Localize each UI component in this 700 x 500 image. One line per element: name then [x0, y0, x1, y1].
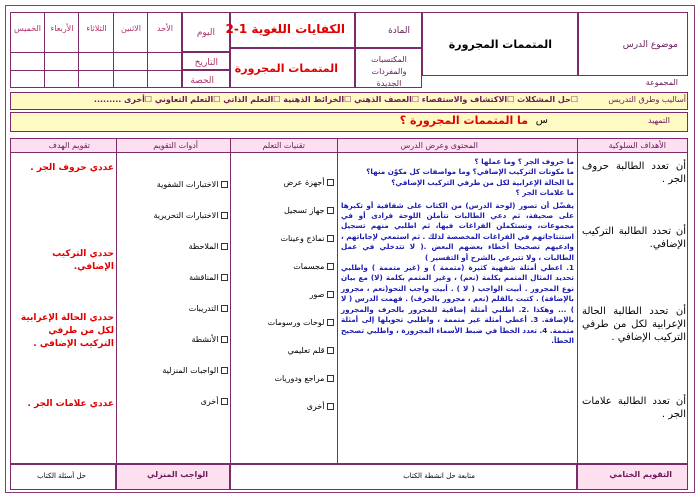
objective-1: أن تعدد الطالبة حروف الجر . [582, 161, 686, 185]
days-grid-lines [10, 12, 182, 88]
technique-label: أجهزة عرض [283, 178, 325, 187]
checkbox-icon[interactable] [327, 375, 334, 382]
checkbox-icon[interactable] [221, 274, 228, 281]
vocab-label: المكتسبات والمفردات الجديدة [371, 55, 407, 88]
homework-label: الواجب المنزلي [147, 470, 208, 479]
col-divider [337, 139, 338, 463]
intro-question: ما المتممات المجرورة ؟ [399, 114, 528, 127]
tool-label: الاختبارات الشفوية [156, 180, 219, 189]
day-label: اليوم [196, 28, 215, 38]
tool-item [120, 304, 228, 335]
content-question: ما حروف الجر ؟ وما عملها ؟ [474, 157, 574, 166]
content-block [341, 157, 574, 346]
topic-label: موضوع الدرس [622, 40, 678, 50]
content-question: ما الحالة الإعرابية لكل من طرفي التركيب الإضافي؟ [391, 177, 574, 187]
technique-label: صور [309, 290, 325, 299]
content-question: ما علامات الجر ؟ [515, 188, 574, 198]
content-body: يفضّل أن تصور (لوحة الدرس) من الكتاب على شفافية أو تكبرها على صحيفة، ثم دعي الطالبات تتأملن اللوحة فرادى أو في مجموعات، وتستكملن الفراغات فيها، ثم اطلبي منهم تسجيل استنتاجاتهم في الفراغات المخصصة لذلك . ثم استمعي لإجاباتهم ، وادعيهم تصحيحا أخطاء بعضهم البعض .( لا تتدخلي في عمل الطالبات ، ولا تتبرعي بالشرح أو التفسير ) [341, 200, 574, 262]
assessment-3: حددي الحالة الإعرابية لكل من طرفي التركيب الإضافي . [20, 313, 114, 349]
col-techniques: تقنيات التعلم [262, 141, 305, 150]
period-label: الحصة [190, 76, 214, 86]
topic-value: المتممات المجرورة [448, 38, 552, 51]
methods-label: أساليب وطرق التدريس [608, 95, 686, 104]
assessment-4: عددي علامات الجر . [27, 399, 114, 409]
tool-label: الاختبارات التحريرية [153, 211, 219, 220]
period-cell [182, 70, 230, 88]
checkbox-icon[interactable] [221, 181, 228, 188]
closing-label: التقويم الختامي [609, 470, 672, 479]
col-divider [116, 139, 117, 463]
checkbox-icon[interactable] [221, 212, 228, 219]
tool-item [120, 180, 228, 211]
checkbox-icon[interactable] [327, 291, 334, 298]
techniques-list [236, 178, 334, 430]
technique-label: لوحات ورسومات [267, 318, 325, 327]
technique-item [236, 206, 334, 234]
col-content: المحتوى وعرض الدرس [400, 141, 478, 150]
technique-item [236, 262, 334, 290]
technique-label: جهاز تسجيل [283, 206, 325, 215]
technique-item [236, 234, 334, 262]
competency-title: الكفايات اللغوية 1-2 [225, 22, 345, 36]
checkbox-icon[interactable] [221, 243, 228, 250]
tool-item [120, 335, 228, 366]
date-cell [182, 52, 230, 70]
col-assessment: تقويم الهدف [48, 141, 90, 150]
subject-label: المادة [388, 26, 410, 36]
methods-text: ☐حل المشكلات ☐الاكتشاف والاستقصاء ☐العصف الذهني ☐الخرائط الذهنية ☐التعلم الذاتي ☐التعلم التعاوني ☐أخرى ......... [93, 95, 578, 104]
checkbox-icon[interactable] [327, 319, 334, 326]
checkbox-icon[interactable] [221, 336, 228, 343]
technique-label: مجسمات [293, 262, 325, 271]
checkbox-icon[interactable] [221, 367, 228, 374]
tool-item [120, 366, 228, 397]
columns-header [11, 139, 687, 153]
lesson-title: المتممات المجرورة [234, 62, 338, 75]
group-label: المجموعة [645, 78, 678, 87]
technique-item [236, 178, 334, 206]
closing-value: متابعة حل انشطة الكتاب [403, 472, 475, 480]
technique-item [236, 346, 334, 374]
technique-label: قلم تعليمي [287, 346, 325, 355]
col-objectives: الأهداف السلوكية [608, 141, 666, 150]
checkbox-icon[interactable] [327, 207, 334, 214]
checkbox-icon[interactable] [327, 347, 334, 354]
tool-item [120, 397, 228, 428]
date-label: التاريخ [194, 58, 218, 68]
technique-label: مراجع ودوريات [274, 374, 325, 383]
tool-item [120, 273, 228, 304]
col-tools: أدوات التقويم [153, 141, 198, 150]
technique-item [236, 290, 334, 318]
checkbox-icon[interactable] [327, 179, 334, 186]
tool-label: الأنشطة [191, 335, 219, 344]
technique-label: أخرى [306, 402, 325, 411]
tool-label: أخرى [200, 397, 219, 406]
intro-s: س [535, 115, 548, 126]
intro-label: التمهيد [648, 116, 670, 125]
checkbox-icon[interactable] [221, 305, 228, 312]
tool-label: المناقشة [189, 273, 219, 282]
objective-3: أن تحدد الطالبة الحالة الإعرابية لكل من طرفي التركيب الإضافي . [582, 306, 686, 343]
checkbox-icon[interactable] [327, 403, 334, 410]
col-divider [230, 139, 231, 463]
tool-label: الملاحظة [188, 242, 219, 251]
technique-label: نماذج وعينات [280, 234, 325, 243]
technique-item [236, 374, 334, 402]
checkbox-icon[interactable] [221, 398, 228, 405]
content-steps: 1. اعطي أمثلة شفهية كثيرة (متممة ) و (غير متممة ) واطلبي تحديد المثال المتمم بكلمة (نعم) ، وغير المتمم بكلمة (لا) مع بيان نوع المجرور . أبيت الواجب ( لا ) . أبيت واجب النحو(نعم ، مجرور بالإضافة) . كتبت بالقلم (نعم ، مجرور بالحرف) . فهمت الدرس ( لا ) ... وهكذا .2. اطلبي أمثلة إضافية للمجرور بالحرف والمجرور بالإضافة. 3. أعطي أمثلة غير متممة ، واطلبي تحويلها إلى أمثلة متممة. 4. تعدد الخطأ في ضبط الأسماء المجرورة ، واطلبي تصحيح الخطأ. [341, 263, 575, 345]
homework-value: حل أسئلة الكتاب [37, 472, 86, 480]
intro-row [10, 112, 688, 132]
content-question: ما مكونات التركيب الإضافي؟ وما مواصفات كل مكوّن منها؟ [366, 167, 574, 177]
tools-list [120, 180, 228, 428]
checkbox-icon[interactable] [327, 263, 334, 270]
tool-item [120, 242, 228, 273]
assessment-1: عددي حروف الجر . [30, 163, 114, 173]
checkbox-icon[interactable] [327, 235, 334, 242]
tool-label: التدريبات [188, 304, 219, 313]
tool-item [120, 211, 228, 242]
assessment-2: حددي التركيب الإضافي. [52, 249, 114, 272]
col-divider [577, 139, 578, 463]
technique-item [236, 318, 334, 346]
technique-item [236, 402, 334, 430]
objective-4: أن تعدد الطالبة علامات الجر . [582, 396, 686, 420]
objective-2: أن تحدد الطالبة التركيب الإضافي. [582, 226, 686, 250]
tool-label: الواجبات المنزلية [162, 366, 219, 375]
